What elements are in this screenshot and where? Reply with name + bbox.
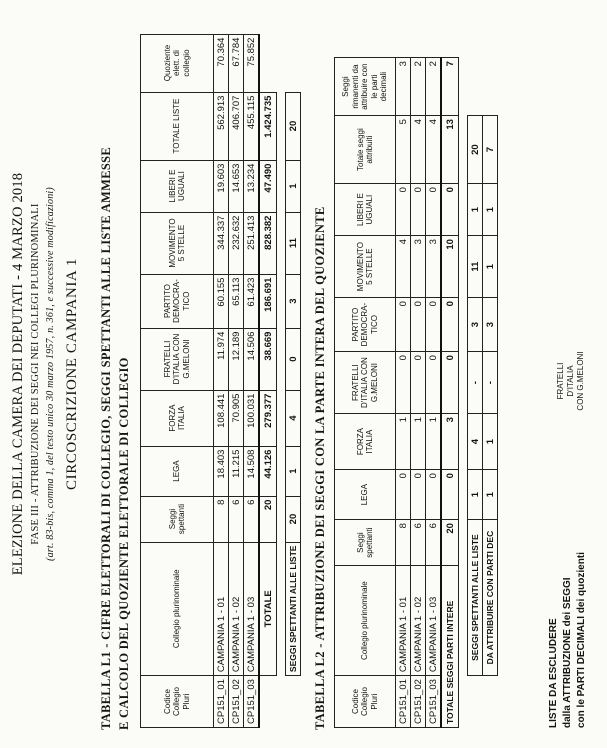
cell: 2: [411, 58, 426, 116]
cell: 0: [426, 184, 442, 236]
cell: 3: [286, 274, 301, 328]
cell: 1: [426, 414, 442, 470]
cell: 1: [286, 446, 301, 496]
col-header: LEGA: [141, 446, 214, 496]
cell: 6: [411, 520, 426, 566]
cell: 8: [396, 520, 411, 566]
col-header: Seggi rimanenti da attribuire con le parti decimali: [335, 58, 396, 116]
cell: 13.234: [244, 160, 260, 212]
col-header: Seggi spettanti: [141, 496, 214, 542]
cell: CP151_03: [426, 676, 442, 728]
cell: 0: [426, 470, 442, 520]
col-header: FRATELLI D'ITALIA CON G.MELONI: [335, 352, 396, 414]
cell: 4: [426, 116, 442, 184]
cell: 7: [483, 116, 498, 184]
cell: [286, 34, 301, 92]
cell: 6: [229, 496, 244, 542]
col-header: Codice Collegio Pluri: [141, 676, 214, 728]
cell: 44.126: [259, 446, 277, 496]
cell: 0: [426, 352, 442, 414]
table-l2: [334, 57, 498, 728]
table1-title-line1: TABELLA L1 - CIFRE ELETTORALI DI COLLEGIO, SEGGI SPETTANTI ALLE LISTE AMMESSE: [99, 147, 113, 730]
cell: 0: [411, 352, 426, 414]
cell: 3: [441, 414, 459, 470]
notes-line2: dalla ATTRIBUZIONE dei SEGGI: [562, 577, 573, 728]
cell: CAMPANIA 1 - 02: [229, 542, 244, 676]
col-header: Seggi spettanti: [335, 520, 396, 566]
col-header: FORZA ITALIA: [141, 390, 214, 446]
cell: 406.707: [229, 92, 244, 160]
cell: 1: [286, 160, 301, 212]
cell: 6: [426, 520, 442, 566]
cell: 0: [441, 352, 459, 414]
election-title: ELEZIONE DELLA CAMERA DEI DEPUTATI - 4 MARZO 2018: [10, 172, 26, 576]
cell: 1: [483, 414, 498, 470]
cell: 108.441: [214, 390, 229, 446]
table-total-row: [259, 34, 277, 727]
col-header: MOVIMENTO 5 STELLE: [141, 212, 214, 274]
cell: 0: [411, 470, 426, 520]
notes-line1: LISTE DA ESCLUDERE: [548, 618, 559, 728]
cell: 1: [468, 184, 483, 236]
table2-title: TABELLA L2 - ATTRIBUZIONE DEI SEGGI CON LA PARTE INTERA DEL QUOZIENTE: [313, 206, 327, 730]
table-row: [244, 34, 260, 727]
col-header: Totale seggi attribuiti: [335, 116, 396, 184]
table1-header-row: [141, 34, 214, 727]
cell: 1.424.735: [259, 92, 277, 160]
cell: 18.403: [214, 446, 229, 496]
cell: 8: [214, 496, 229, 542]
cell: 0: [441, 298, 459, 352]
cell: 67.784: [229, 34, 244, 92]
cell: 10: [441, 236, 459, 298]
cell: CP151_03: [244, 676, 260, 728]
table-l1: [140, 34, 301, 728]
cell: CP151_02: [229, 676, 244, 728]
col-header: Quoziente elett. di collegio: [141, 34, 214, 92]
cell: 61.423: [244, 274, 260, 328]
col-header: LEGA: [335, 470, 396, 520]
col-header: FRATELLI D'ITALIA CON G.MELONI: [141, 328, 214, 390]
total-label: TOTALE SEGGI PARTI INTERE: [441, 566, 459, 728]
table-row: [214, 34, 229, 727]
circoscrizione-title: CIRCOSCRIZIONE CAMPANIA 1: [64, 258, 80, 490]
cell: [483, 676, 498, 728]
excluded-line1: FRATELLI D'ITALIA: [556, 362, 575, 400]
cell: 562.913: [214, 92, 229, 160]
table-row: [396, 58, 411, 728]
cell: 60.155: [214, 274, 229, 328]
cell: 232.632: [229, 212, 244, 274]
cell: 0: [441, 184, 459, 236]
col-header: Codice Collegio Pluri: [335, 676, 396, 728]
cell: 1: [468, 470, 483, 520]
cell: 11.974: [214, 328, 229, 390]
cell: 3: [468, 298, 483, 352]
table-row: [229, 34, 244, 727]
cell: 1: [396, 414, 411, 470]
cell: 1: [411, 414, 426, 470]
col-header: MOVIMENTO 5 STELLE: [335, 236, 396, 298]
cell: 3: [483, 298, 498, 352]
seggi-liste-row: [468, 58, 483, 728]
cell: 0: [441, 470, 459, 520]
law-reference: (art. 83-bis, comma 1, del testo unico 30 marzo 1957, n. 361, e successive modificazioni): [45, 187, 56, 561]
cell: 12.189: [229, 328, 244, 390]
cell: CP151_02: [411, 676, 426, 728]
table-gap-row: [459, 58, 468, 728]
table-seggi-row: [286, 34, 301, 727]
cell: CAMPANIA 1 - 02: [411, 566, 426, 676]
cell: 279.377: [259, 390, 277, 446]
table-total-row: [441, 58, 459, 728]
cell: 0: [396, 184, 411, 236]
cell: 3: [411, 236, 426, 298]
cell: 2: [426, 58, 442, 116]
cell: 20: [286, 92, 301, 160]
cell: 38.669: [259, 328, 277, 390]
cell: 7: [441, 58, 459, 116]
cell: 20: [286, 496, 301, 542]
cell: 1: [483, 236, 498, 298]
cell: CAMPANIA 1 - 01: [214, 542, 229, 676]
cell: 19.603: [214, 160, 229, 212]
cell: CP151_01: [214, 676, 229, 728]
cell: CP151_01: [396, 676, 411, 728]
table-row: [426, 58, 442, 728]
cell: 344.337: [214, 212, 229, 274]
col-header: TOTALE LISTE: [141, 92, 214, 160]
col-header: FORZA ITALIA: [335, 414, 396, 470]
cell: 5: [396, 116, 411, 184]
seggi-label: SEGGI SPETTANTI ALLE LISTE: [286, 542, 301, 676]
total-label: TOTALE: [259, 542, 277, 676]
parti-dec-row: [483, 58, 498, 728]
cell: 13: [441, 116, 459, 184]
cell: 47.490: [259, 160, 277, 212]
table2-header-row: [335, 58, 396, 728]
cell: 70.905: [229, 390, 244, 446]
cell: -: [483, 352, 498, 414]
cell: 20: [468, 116, 483, 184]
cell: [468, 58, 483, 116]
cell: 251.413: [244, 212, 260, 274]
cell: 0: [411, 184, 426, 236]
cell: 186.691: [259, 274, 277, 328]
cell: 11: [468, 236, 483, 298]
cell: 14.508: [244, 446, 260, 496]
table-gap-row: [277, 34, 286, 727]
cell: -: [468, 352, 483, 414]
cell: 0: [411, 298, 426, 352]
cell: 0: [286, 328, 301, 390]
cell: [286, 676, 301, 728]
cell: 4: [396, 236, 411, 298]
excluded-line2: CON G.MELONI: [576, 351, 585, 411]
col-header: Collegio plurinominale: [335, 566, 396, 676]
cell: CAMPANIA 1 - 01: [396, 566, 411, 676]
cell: 20: [441, 520, 459, 566]
table-row: [411, 58, 426, 728]
col-header: LIBERI E UGUALI: [335, 184, 396, 236]
cell: 1: [483, 184, 498, 236]
cell: 0: [396, 470, 411, 520]
cell: 0: [396, 298, 411, 352]
cell: [483, 58, 498, 116]
excluded-list: [556, 346, 586, 416]
cell: 11: [286, 212, 301, 274]
cell: [468, 676, 483, 728]
cell: 4: [411, 116, 426, 184]
notes-line3: con le PARTI DECIMALI dei quozienti: [576, 552, 587, 728]
phase-title: FASE III - ATTRIBUZIONE DEI SEGGI NEI COLLEGI PLURINOMINALI: [30, 203, 41, 545]
parti-dec-label: DA ATTRIBUIRE CON PARTI DEC: [483, 520, 498, 676]
cell: 75.852: [244, 34, 260, 92]
cell: 0: [426, 298, 442, 352]
cell: 11.215: [229, 446, 244, 496]
cell: 65.113: [229, 274, 244, 328]
cell: 3: [426, 236, 442, 298]
cell: 4: [468, 414, 483, 470]
cell: 14.506: [244, 328, 260, 390]
table1-title-line2: E CALCOLO DEL QUOZIENTE ELETTORALE DI COLLEGIO: [117, 357, 131, 730]
col-header: PARTITO DEMOCRA-TICO: [141, 274, 214, 328]
cell: 4: [286, 390, 301, 446]
cell: 14.653: [229, 160, 244, 212]
cell: 455.115: [244, 92, 260, 160]
seggi-liste-label: SEGGI SPETTANTI ALLE LISTE: [468, 520, 483, 676]
cell: 1: [483, 470, 498, 520]
cell: 100.031: [244, 390, 260, 446]
cell: [259, 676, 277, 728]
cell: 3: [396, 58, 411, 116]
cell: CAMPANIA 1 - 03: [426, 566, 442, 676]
cell: 70.364: [214, 34, 229, 92]
col-header: LIBERI E UGUALI: [141, 160, 214, 212]
col-header: PARTITO DEMOCRA-TICO: [335, 298, 396, 352]
cell: 828.382: [259, 212, 277, 274]
cell: [259, 34, 277, 92]
cell: 0: [396, 352, 411, 414]
col-header: Collegio plurinominale: [141, 542, 214, 676]
cell: CAMPANIA 1 - 03: [244, 542, 260, 676]
cell: 20: [259, 496, 277, 542]
cell: 6: [244, 496, 260, 542]
